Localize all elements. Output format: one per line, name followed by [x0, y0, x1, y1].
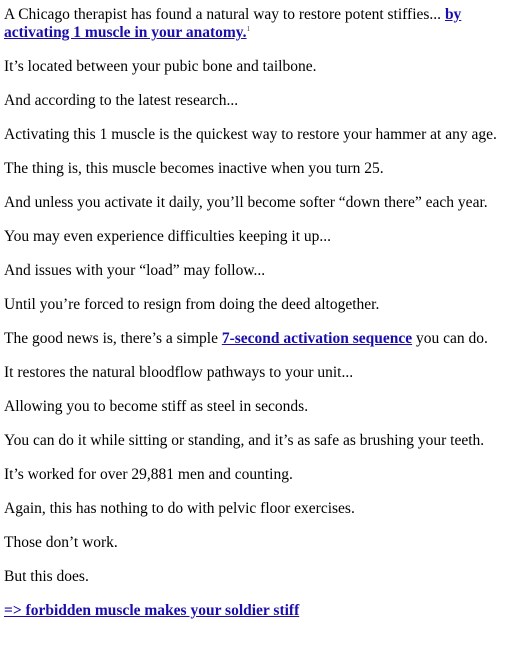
paragraph-inactive: The thing is, this muscle becomes inactive when you turn 25. — [4, 160, 384, 177]
paragraph-location: It’s located between your pubic bone and tailbone. — [4, 58, 317, 75]
paragraph-good-news — [4, 330, 508, 348]
paragraph-activating: Activating this 1 muscle is the quickest way to restore your hammer at any age. — [4, 126, 497, 143]
paragraph-intro — [4, 6, 508, 42]
footnote-marker: 1 — [246, 24, 251, 33]
anatomy-link[interactable]: by activating 1 muscle in your anatomy. — [4, 6, 462, 41]
good-news-after: you can do. — [412, 330, 488, 347]
paragraph-cta — [4, 602, 508, 620]
cta-link[interactable]: => forbidden muscle makes your soldier stiff — [4, 602, 300, 619]
paragraph-this-does: But this does. — [4, 568, 89, 585]
paragraph-load: And issues with your “load” may follow... — [4, 262, 266, 279]
paragraph-resign: Until you’re forced to resign from doing the deed altogether. — [4, 296, 380, 313]
paragraph-research: And according to the latest research... — [4, 92, 239, 109]
paragraph-worked: It’s worked for over 29,881 men and counting. — [4, 466, 293, 483]
paragraph-softer: And unless you activate it daily, you’ll become softer “down there” each year. — [4, 194, 488, 211]
paragraph-steel: Allowing you to become stiff as steel in seconds. — [4, 398, 309, 415]
paragraph-dont-work: Those don’t work. — [4, 534, 118, 551]
good-news-before: The good news is, there’s a simple — [4, 330, 222, 347]
paragraph-pelvic: Again, this has nothing to do with pelvic floor exercises. — [4, 500, 355, 517]
paragraph-safe: You can do it while sitting or standing, and it’s as safe as brushing your teeth. — [4, 432, 485, 449]
intro-text: A Chicago therapist has found a natural way to restore potent stiffies... — [4, 6, 445, 23]
activation-sequence-link[interactable]: 7-second activation sequence — [221, 330, 413, 347]
paragraph-difficulties: You may even experience difficulties keeping it up... — [4, 228, 331, 245]
paragraph-bloodflow: It restores the natural bloodflow pathways to your unit... — [4, 364, 354, 381]
